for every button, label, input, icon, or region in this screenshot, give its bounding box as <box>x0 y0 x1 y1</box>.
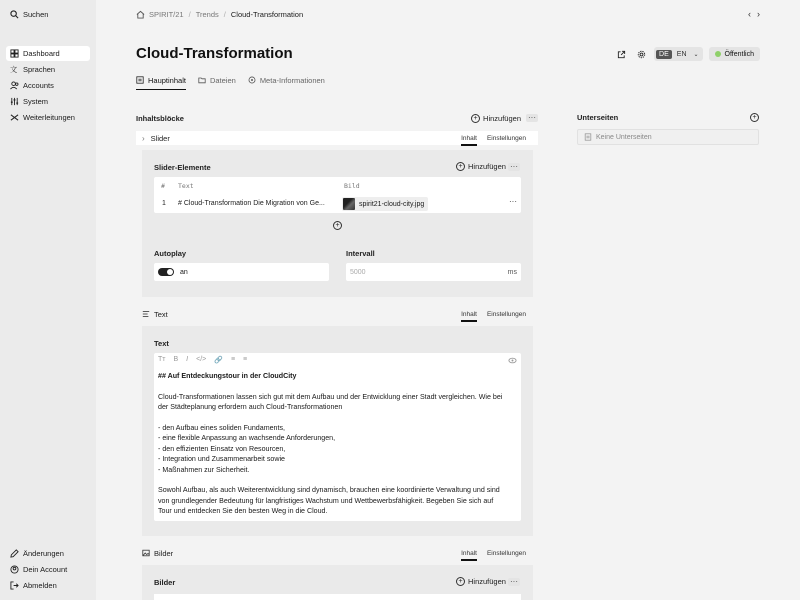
block-title-label: Text <box>154 309 168 319</box>
plus-icon: + <box>333 221 342 230</box>
text-block-tabs <box>461 311 526 318</box>
more-options-icon[interactable]: ··· <box>510 577 518 586</box>
autoplay-value: an <box>180 268 188 276</box>
document-icon <box>584 133 592 141</box>
add-label: Hinzufügen <box>468 577 506 586</box>
numbered-list-icon[interactable]: ≡ <box>243 356 248 363</box>
subpages-empty-label: Keine Unterseiten <box>596 133 652 141</box>
paragraph-line: der Städteplanung erfordern auch Cloud-Transformationen <box>158 403 343 412</box>
sliders-icon <box>10 97 19 106</box>
editor-toolbar <box>158 356 247 364</box>
sidebar-item-sprachen[interactable] <box>6 62 90 77</box>
slider-block-tabs <box>461 135 526 142</box>
language-en[interactable]: EN <box>676 50 687 58</box>
sidebar-item-abmelden[interactable] <box>6 578 90 593</box>
row-image[interactable] <box>342 197 428 211</box>
tab-label: Meta-Informationen <box>259 75 325 85</box>
sidebar-item-account[interactable] <box>6 562 90 577</box>
row-text[interactable]: # Cloud-Transformation Die Migration von Ge... <box>178 200 325 207</box>
layout-icon <box>136 76 144 84</box>
list-item: - den Aufbau eines soliden Fundaments, <box>158 424 285 432</box>
content-blocks-title: Inhaltsblöcke <box>136 113 184 123</box>
images-block-tabs <box>461 550 526 557</box>
forward-icon[interactable]: › <box>757 9 760 19</box>
add-label: Hinzufügen <box>483 113 521 123</box>
sidebar-item-label: Änderungen <box>23 549 64 558</box>
slider-elements-label: Slider-Elemente <box>154 163 211 172</box>
plus-icon: + <box>456 162 465 171</box>
users-icon <box>10 81 19 90</box>
interval-input[interactable] <box>346 263 521 281</box>
language-de[interactable]: DE <box>656 50 672 59</box>
more-options-icon[interactable]: ··· <box>510 162 518 171</box>
row-number: 1 <box>162 200 166 207</box>
tab-inhalt[interactable]: Inhalt <box>461 310 477 318</box>
text-block-title[interactable] <box>142 310 461 319</box>
search-label: Suchen <box>23 10 49 19</box>
bold-icon[interactable]: B <box>173 356 179 363</box>
bullet-list-icon[interactable]: ≡ <box>230 356 236 363</box>
sidebar-item-label: System <box>23 97 49 106</box>
external-link-icon <box>617 50 626 59</box>
logout-icon <box>10 581 19 590</box>
tab-label: Dateien <box>209 75 236 85</box>
list-item: - Maßnahmen zur Sicherheit. <box>158 465 250 474</box>
home-icon[interactable] <box>136 10 145 19</box>
settings-button[interactable] <box>634 47 648 61</box>
gear-icon <box>637 50 646 59</box>
block-title-label: Slider <box>150 133 170 143</box>
interval-label: Intervall <box>346 249 375 258</box>
align-left-icon <box>142 310 150 318</box>
slider-block-title[interactable] <box>142 134 461 143</box>
add-slider-element-button[interactable] <box>456 162 506 171</box>
search-icon <box>10 10 19 19</box>
editor-content[interactable] <box>158 371 517 517</box>
dashboard-icon <box>10 49 19 58</box>
user-icon <box>10 565 19 574</box>
tab-label: Hauptinhalt <box>148 75 186 85</box>
tab-meta-informationen[interactable] <box>248 73 325 87</box>
block-title-label: Bilder <box>154 548 174 558</box>
tab-einstellungen[interactable]: Einstellungen <box>486 310 526 318</box>
status-label: Öffentlich <box>724 50 754 58</box>
rich-text-editor[interactable] <box>154 353 521 521</box>
tag-icon <box>248 76 256 84</box>
tab-hauptinhalt[interactable] <box>136 73 186 87</box>
paragraph-line: Sowohl Aufbau, als auch Weiterentwicklung sind dynamisch, brauchen eine koordinierte Verwaltung und sind <box>158 486 500 495</box>
column-header-text: Text <box>178 182 194 190</box>
subpages-list <box>577 129 759 145</box>
link-icon[interactable]: 🔗 <box>214 357 223 364</box>
more-options-icon[interactable]: ··· <box>528 113 536 122</box>
back-icon[interactable]: ‹ <box>748 9 751 19</box>
markdown-heading: ## Auf Entdeckungstour in der CloudCity <box>158 372 297 380</box>
autoplay-label: Autoplay <box>154 249 187 258</box>
breadcrumb-separator: / <box>223 9 226 19</box>
tab-inhalt[interactable]: Inhalt <box>461 134 477 142</box>
sidebar-item-label: Dashboard <box>23 49 60 58</box>
chevron-right-icon[interactable]: › <box>142 133 145 143</box>
breadcrumb-separator: / <box>188 9 191 19</box>
paragraph-line: von grundlegender Bedeutung für langfristiges Wachstum und Wettbewerbsfähigkeit. Begeben Sie sich auf <box>158 496 494 505</box>
plus-icon: + <box>471 114 480 123</box>
list-item: - den effizienten Einsatz von Resourcen, <box>158 444 286 453</box>
tab-einstellungen[interactable]: Einstellungen <box>486 549 526 557</box>
add-image-button[interactable] <box>456 577 506 586</box>
images-table <box>154 594 521 600</box>
list-item: - Integration und Zusammenarbeit sowie <box>158 455 285 464</box>
slider-elements-table <box>154 177 521 213</box>
toggle-switch[interactable] <box>158 268 174 276</box>
sidebar-item-label: Dein Account <box>23 565 68 574</box>
heading-icon[interactable]: Tт <box>158 356 166 363</box>
interval-unit: ms <box>507 268 517 276</box>
images-block-header <box>136 546 538 560</box>
images-block-title[interactable] <box>142 549 461 558</box>
search-button[interactable] <box>6 7 90 22</box>
folder-icon <box>198 76 206 84</box>
edit-icon <box>10 549 19 558</box>
list-item: - eine flexible Anpassung an wachsende Anforderungen, <box>158 434 336 443</box>
sidebar-item-label: Sprachen <box>23 65 56 74</box>
page-actions <box>614 47 760 61</box>
breadcrumb-item[interactable]: Trends <box>195 9 219 19</box>
image-filename: spirit21-cloud-city.jpg <box>359 200 425 208</box>
breadcrumb-current: Cloud-Transformation <box>230 9 304 19</box>
text-field-label: Text <box>154 339 169 348</box>
column-header-image: Bild <box>344 182 360 190</box>
interval-placeholder: 5000 <box>350 268 366 276</box>
tab-inhalt[interactable]: Inhalt <box>461 549 477 557</box>
language-switcher <box>654 47 703 61</box>
sidebar-item-label: Accounts <box>23 81 54 90</box>
plus-icon: + <box>456 577 465 586</box>
sidebar-item-accounts[interactable] <box>6 78 90 93</box>
code-icon[interactable]: </> <box>196 356 207 363</box>
page-title: Cloud-Transformation <box>136 45 293 62</box>
sidebar <box>0 0 96 600</box>
plus-icon: + <box>750 113 759 122</box>
shuffle-icon <box>10 113 19 122</box>
paragraph-line: Tour und entdecken Sie den besten Weg in die Cloud. <box>158 507 328 516</box>
language-icon <box>10 65 19 74</box>
main-content <box>96 0 800 600</box>
tab-einstellungen[interactable]: Einstellungen <box>486 134 526 142</box>
column-header-number: # <box>161 182 165 190</box>
svg-text:文: 文 <box>10 65 18 74</box>
subpages-title: Unterseiten <box>577 113 619 122</box>
breadcrumb <box>136 9 303 19</box>
sidebar-item-weiterleitungen[interactable] <box>6 110 90 125</box>
paragraph-line: Cloud-Transformationen lassen sich gut mit dem Aufbau und der Entwicklung einer Stadt vergleichen. Wie bei <box>158 392 503 401</box>
sidebar-item-system[interactable] <box>6 94 90 109</box>
chevron-down-icon[interactable]: ⌄ <box>693 51 699 58</box>
page-tabs <box>136 73 325 87</box>
autoplay-toggle[interactable] <box>154 263 329 281</box>
add-subpage-button[interactable] <box>750 113 759 122</box>
tab-dateien[interactable] <box>198 73 236 87</box>
add-row-button[interactable] <box>333 221 342 230</box>
image-thumbnail <box>343 198 355 210</box>
add-label: Hinzufügen <box>468 162 506 171</box>
sidebar-item-label: Abmelden <box>23 581 57 590</box>
history-nav <box>748 9 760 19</box>
content-blocks-header <box>136 113 538 123</box>
open-external-button[interactable] <box>614 47 628 61</box>
italic-icon[interactable]: I <box>186 356 189 363</box>
preview-icon[interactable] <box>508 356 517 367</box>
image-icon <box>142 549 150 557</box>
images-field-label: Bilder <box>154 578 176 587</box>
slider-block-header <box>136 131 538 145</box>
sidebar-item-aenderungen[interactable] <box>6 546 90 561</box>
text-block-header <box>136 307 538 321</box>
sidebar-item-dashboard[interactable] <box>6 46 90 61</box>
sidebar-item-label: Weiterleitungen <box>23 113 75 122</box>
more-options-icon[interactable]: ··· <box>509 197 517 206</box>
status-badge[interactable] <box>709 47 760 61</box>
breadcrumb-item[interactable]: SPIRIT/21 <box>149 9 184 19</box>
add-block-button[interactable] <box>471 114 521 123</box>
status-dot-icon <box>715 51 721 57</box>
